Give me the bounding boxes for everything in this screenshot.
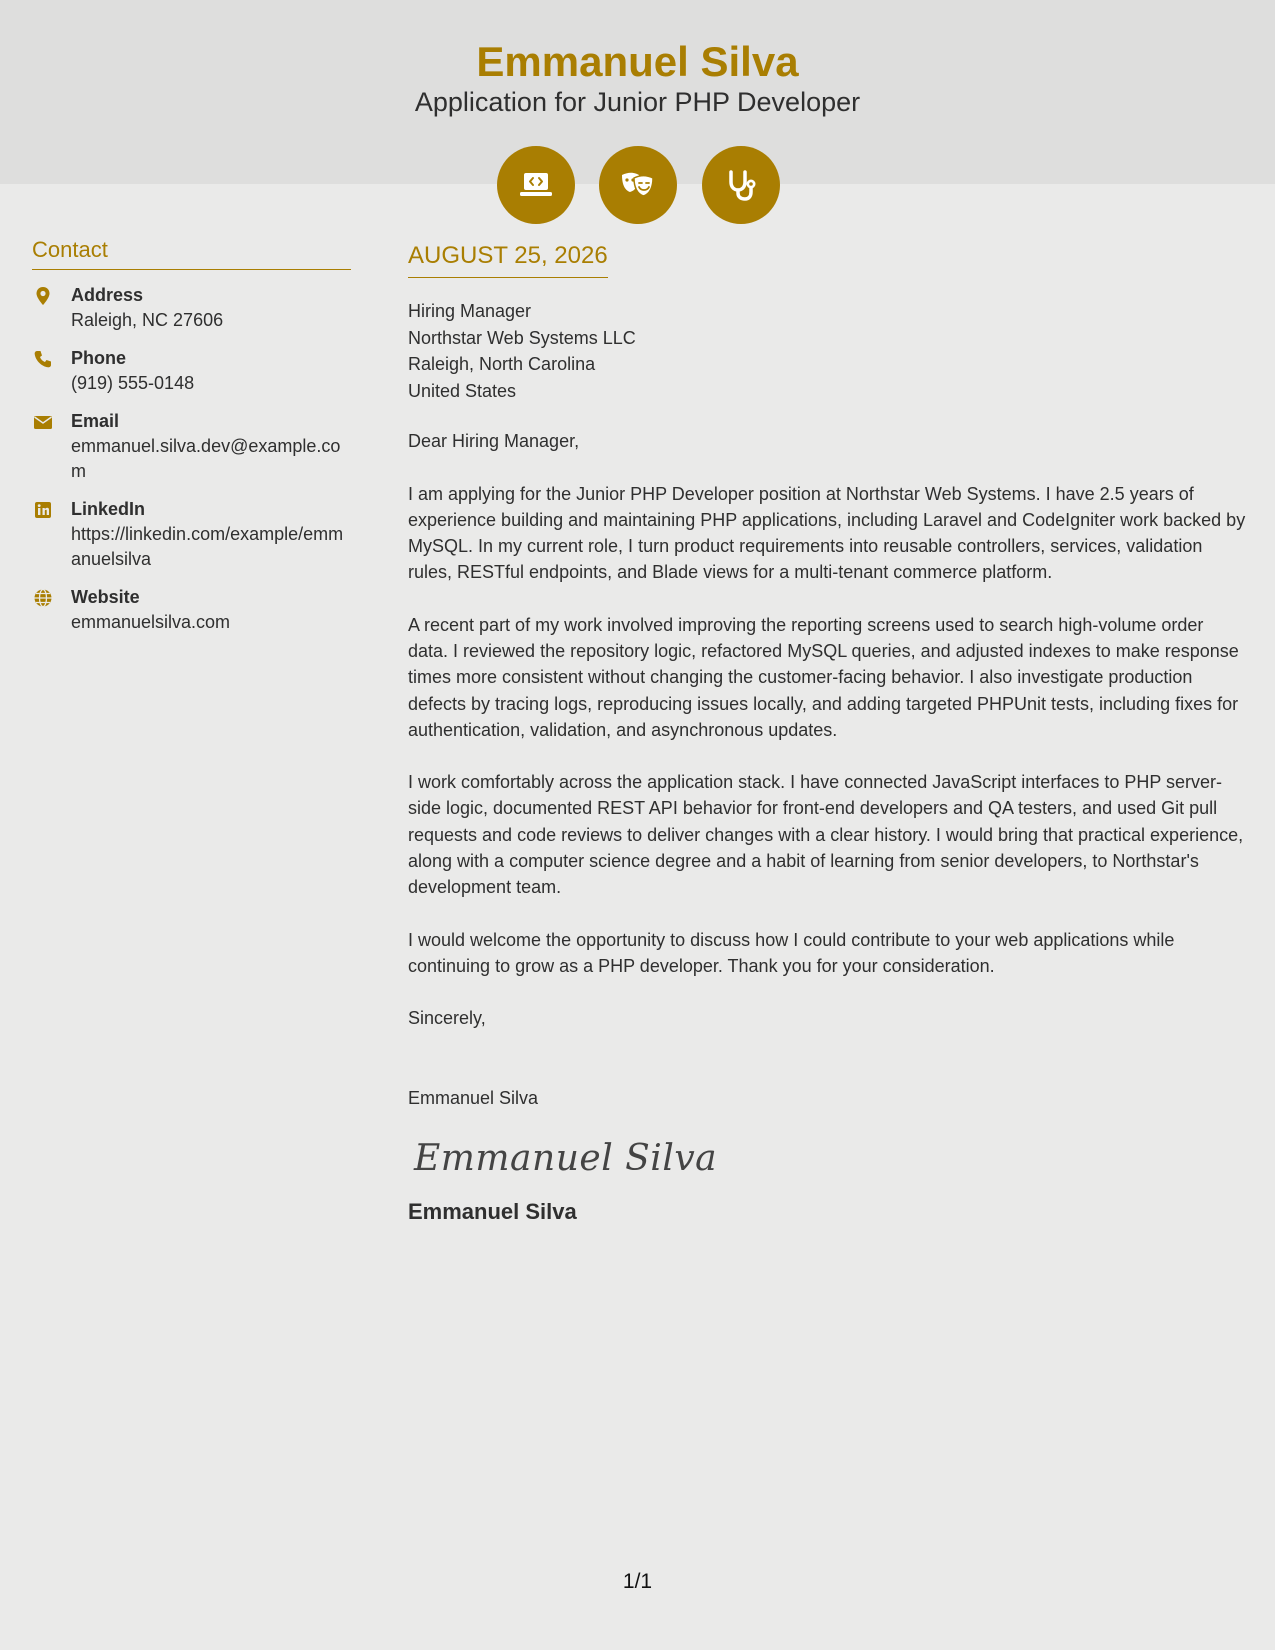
salutation: Dear Hiring Manager,: [408, 431, 580, 451]
page-number: 1/1: [622, 1570, 653, 1593]
contact-sidebar: [32, 236, 351, 635]
recipient-line: Raleigh, North Carolina: [408, 354, 596, 374]
contact-label: Email: [71, 411, 120, 431]
contact-heading: Contact: [32, 236, 351, 270]
contact-value[interactable]: emmanuelsilva.com: [71, 612, 231, 632]
contact-label: Address: [71, 285, 144, 305]
laptop-code-icon: [497, 146, 575, 224]
contact-phone: [32, 346, 351, 396]
contact-value: (919) 555-0148: [71, 373, 195, 393]
handwritten-signature: Emmanuel Silva: [414, 1138, 718, 1180]
letter-body: [408, 240, 1248, 1227]
contact-label: LinkedIn: [71, 499, 146, 519]
header-icon-row: [0, 146, 1275, 224]
signed-name: Emmanuel Silva: [408, 1199, 577, 1225]
contact-value[interactable]: emmanuel.silva.dev@example.com: [71, 436, 341, 481]
letter-date: AUGUST 25, 2026: [408, 240, 608, 278]
globe-icon: [32, 587, 54, 609]
letter-paragraph: I work comfortably across the application stack. I have connected JavaScript interfaces to PHP server-side logic, documented REST API behavior for front-end developers and QA testers, and used Git pull requests and code reviews to deliver changes with a clear history. I would bring that practical experience, along with a computer science degree and a habit of learning from senior developers, to Northstar's development team.: [408, 772, 1244, 898]
contact-address: [32, 283, 351, 333]
linkedin-icon: [32, 499, 54, 521]
map-marker-icon: [32, 285, 54, 307]
contact-value: Raleigh, NC 27606: [71, 310, 224, 330]
recipient-block: [408, 298, 1248, 404]
recipient-line: Northstar Web Systems LLC: [408, 327, 636, 348]
contact-email: [32, 409, 351, 484]
letter-paragraph: A recent part of my work involved improving the reporting screens used to search high-volume order data. I reviewed the repository logic, refactored MySQL queries, and adjusted indexes to make response times more consistent without changing the customer-facing behavior. I also investigate production defects by tracing logs, reproducing issues locally, and adding targeted PHPUnit tests, including fixes for authentication, validation, and asynchronous updates.: [408, 614, 1239, 740]
contact-website: [32, 585, 351, 635]
application-subtitle: Application for Junior PHP Developer: [414, 87, 861, 117]
contact-label: Phone: [71, 348, 127, 368]
contact-label: Website: [71, 587, 140, 607]
contact-value[interactable]: https://linkedin.com/example/emmanuelsilva: [71, 524, 344, 569]
letter-paragraph: I am applying for the Junior PHP Developer position at Northstar Web Systems. I have 2.5 years of experience building and maintaining PHP applications, including Laravel and CodeIgniter work backed by MySQL. In my current role, I turn product requirements into reusable controllers, services, validation rules, RESTful endpoints, and Blade views for a multi-tenant commerce platform.: [408, 483, 1246, 583]
applicant-name: Emmanuel Silva: [476, 38, 799, 85]
closing: Sincerely,: [408, 1008, 486, 1029]
phone-icon: [32, 348, 54, 370]
recipient-line: United States: [408, 380, 517, 401]
envelope-icon: [32, 411, 54, 433]
stethoscope-icon: [702, 146, 780, 224]
contact-linkedin: [32, 497, 351, 572]
typed-name: Emmanuel Silva: [408, 1087, 539, 1108]
letter-paragraph: I would welcome the opportunity to discuss how I could contribute to your web applications while continuing to grow as a PHP developer. Thank you for your consideration.: [408, 929, 1175, 976]
theater-masks-icon: [599, 146, 677, 224]
recipient-line: Hiring Manager: [408, 301, 532, 321]
